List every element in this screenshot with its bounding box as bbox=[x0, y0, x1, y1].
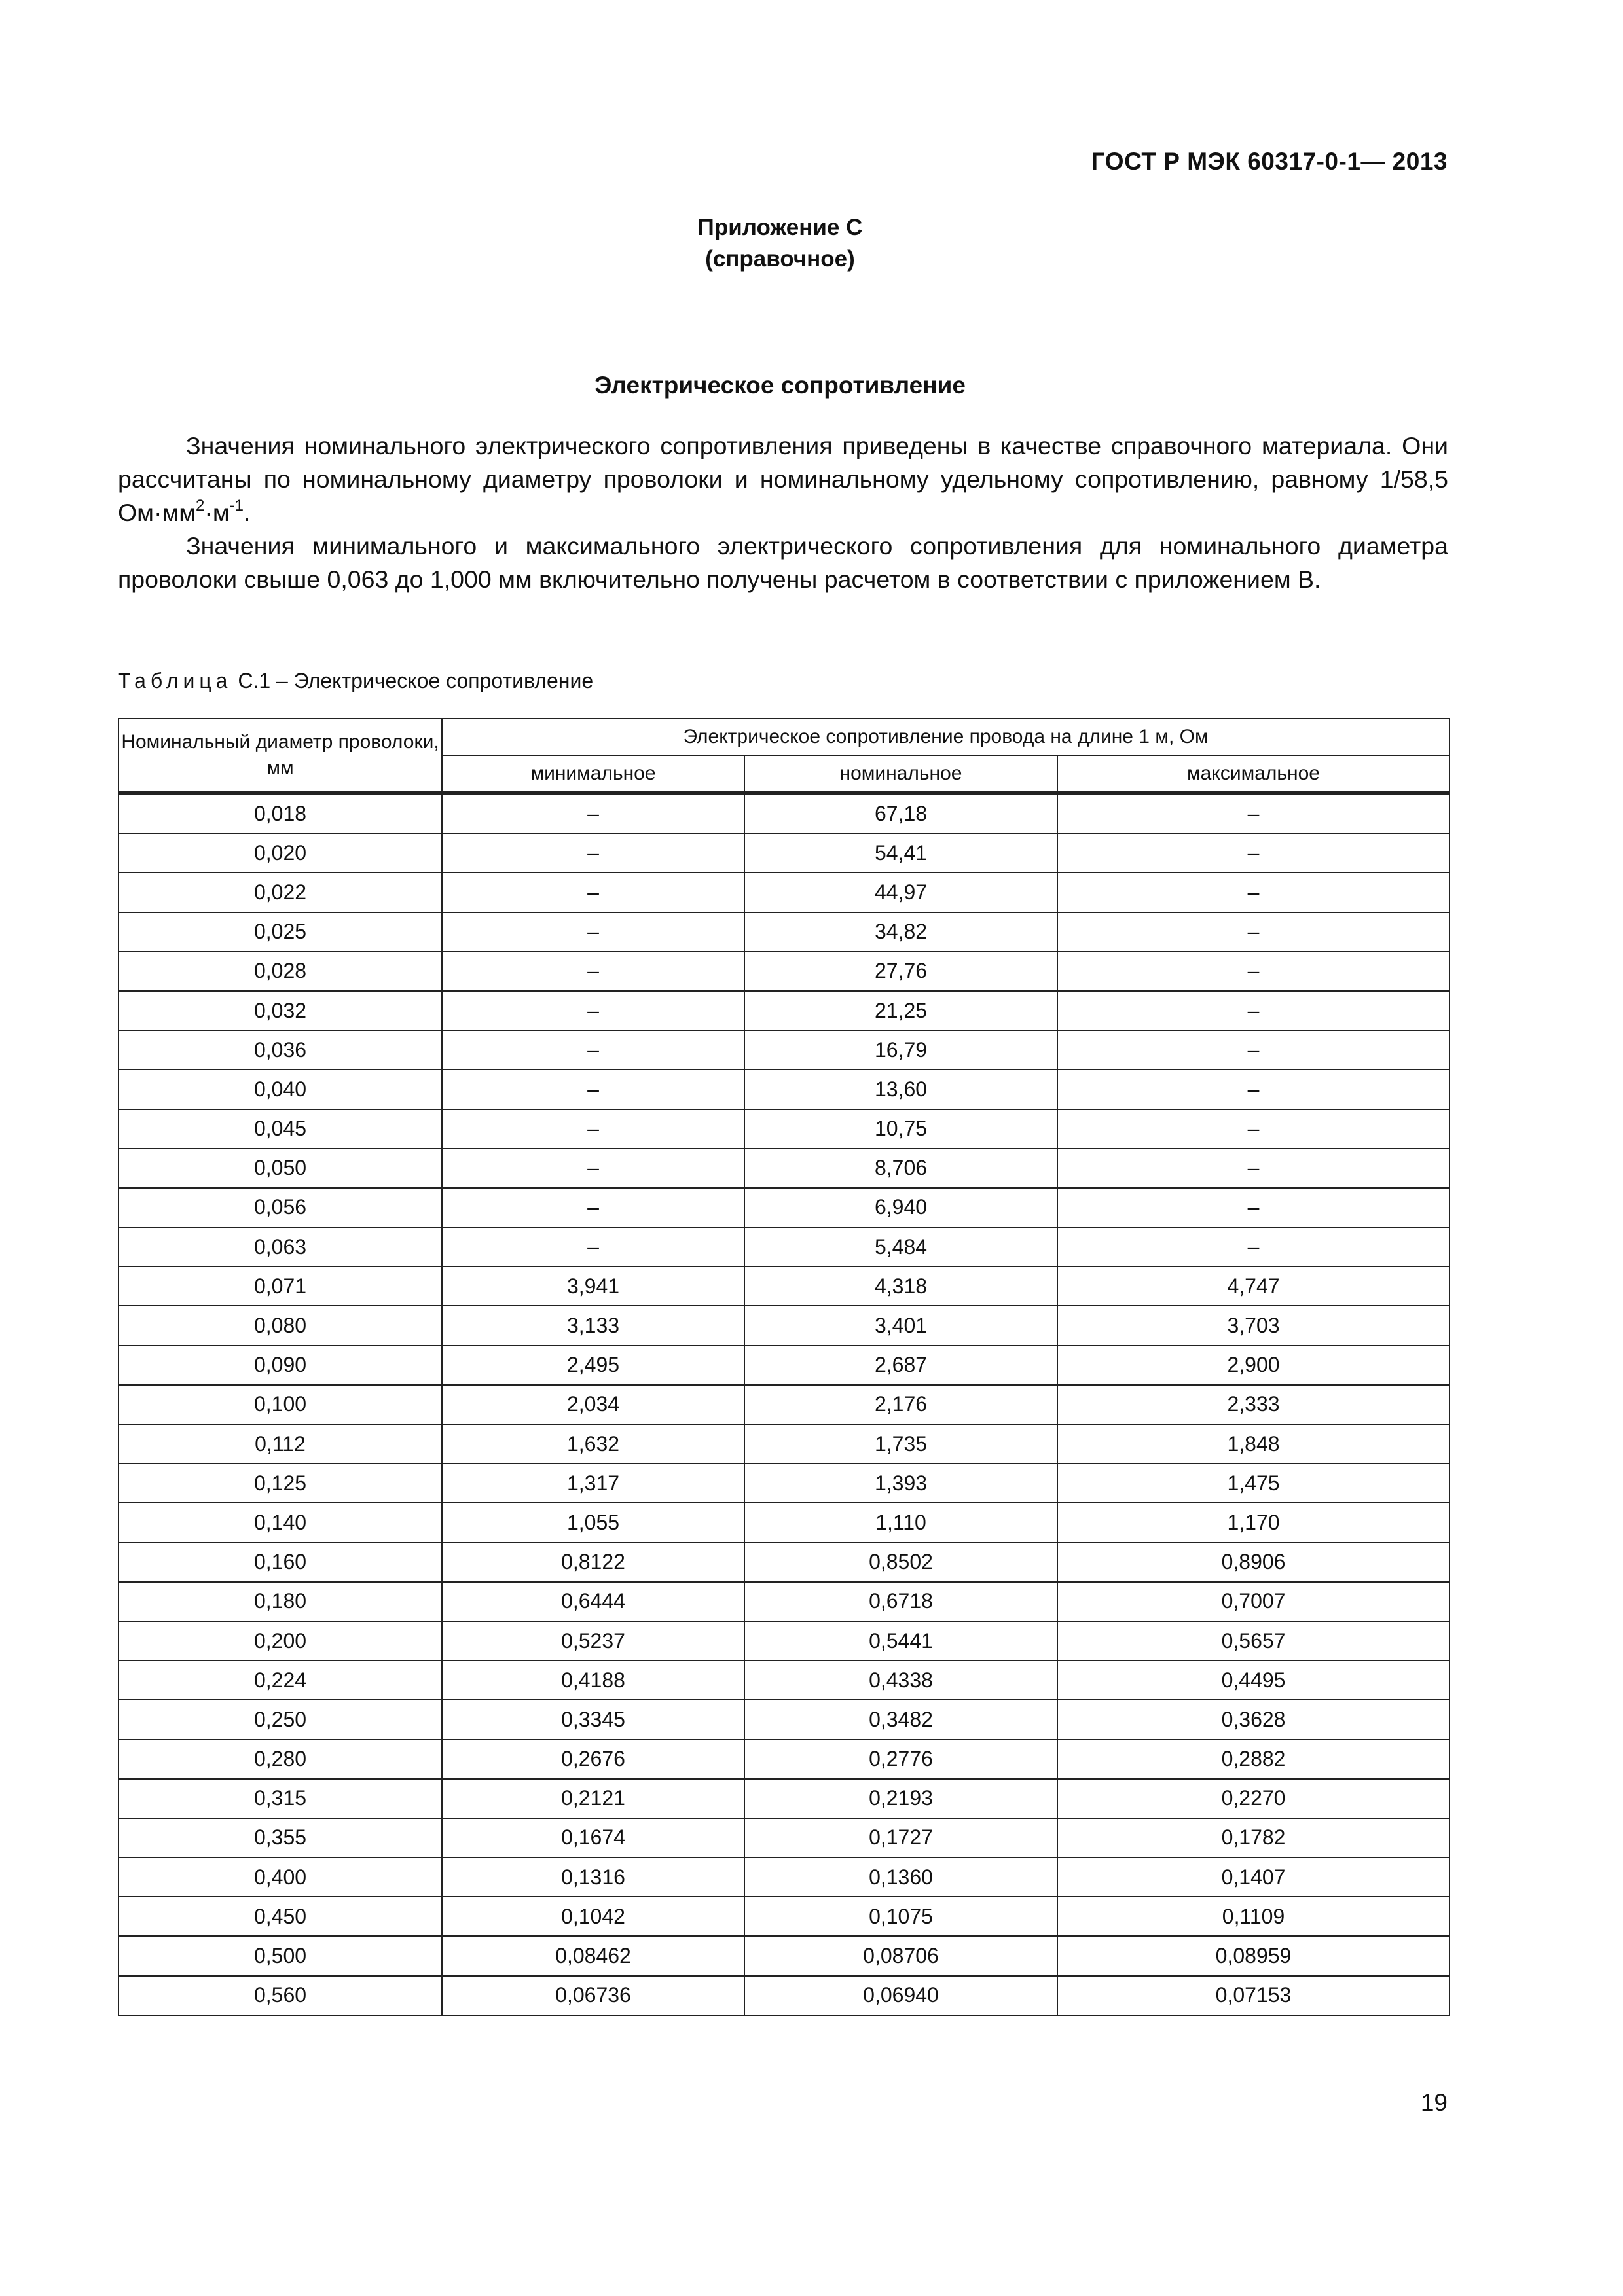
table-row bbox=[119, 1424, 1450, 1463]
annex-title: Приложение С bbox=[697, 215, 863, 240]
cell-minimum: 0,06736 bbox=[442, 1976, 744, 2015]
cell-nominal: 0,4338 bbox=[744, 1660, 1057, 1700]
cell-nominal: 21,25 bbox=[744, 991, 1057, 1030]
cell-nominal: 1,393 bbox=[744, 1463, 1057, 1503]
table-row bbox=[119, 1227, 1450, 1266]
cell-nominal: 0,2193 bbox=[744, 1779, 1057, 1818]
table-row bbox=[119, 1266, 1450, 1306]
table-row bbox=[119, 1897, 1450, 1936]
cell-minimum: – bbox=[442, 793, 744, 834]
cell-diameter: 0,022 bbox=[119, 872, 442, 912]
table-row bbox=[119, 1700, 1450, 1739]
table-row bbox=[119, 1463, 1450, 1503]
cell-minimum: 0,08462 bbox=[442, 1936, 744, 1975]
cell-minimum: – bbox=[442, 872, 744, 912]
cell-diameter: 0,020 bbox=[119, 833, 442, 872]
table-body bbox=[119, 793, 1450, 2015]
cell-minimum: 1,317 bbox=[442, 1463, 744, 1503]
table-caption-prefix: Таблица bbox=[118, 669, 232, 692]
cell-nominal: 2,687 bbox=[744, 1346, 1057, 1385]
table-row bbox=[119, 991, 1450, 1030]
cell-minimum: 0,6444 bbox=[442, 1582, 744, 1621]
table-row bbox=[119, 1857, 1450, 1897]
cell-minimum: – bbox=[442, 1109, 744, 1149]
cell-nominal: 1,110 bbox=[744, 1503, 1057, 1542]
cell-minimum: 0,1042 bbox=[442, 1897, 744, 1936]
cell-maximum: 2,333 bbox=[1057, 1385, 1450, 1424]
cell-minimum: – bbox=[442, 1149, 744, 1188]
cell-nominal: 0,2776 bbox=[744, 1740, 1057, 1779]
table-row bbox=[119, 912, 1450, 952]
cell-nominal: 34,82 bbox=[744, 912, 1057, 952]
cell-diameter: 0,224 bbox=[119, 1660, 442, 1700]
table-row bbox=[119, 1188, 1450, 1227]
cell-minimum: – bbox=[442, 952, 744, 991]
cell-diameter: 0,560 bbox=[119, 1976, 442, 2015]
table-caption bbox=[118, 669, 593, 693]
cell-diameter: 0,040 bbox=[119, 1069, 442, 1109]
section-title: Электрическое сопротивление bbox=[594, 372, 966, 399]
cell-diameter: 0,018 bbox=[119, 793, 442, 834]
cell-maximum: – bbox=[1057, 1188, 1450, 1227]
cell-minimum: 3,133 bbox=[442, 1306, 744, 1345]
cell-nominal: 10,75 bbox=[744, 1109, 1057, 1149]
cell-diameter: 0,400 bbox=[119, 1857, 442, 1897]
cell-minimum: – bbox=[442, 1188, 744, 1227]
cell-nominal: 0,8502 bbox=[744, 1543, 1057, 1582]
cell-maximum: – bbox=[1057, 1109, 1450, 1149]
cell-diameter: 0,315 bbox=[119, 1779, 442, 1818]
cell-maximum: 0,08959 bbox=[1057, 1936, 1450, 1975]
cell-minimum: 3,941 bbox=[442, 1266, 744, 1306]
paragraph-1-end: . bbox=[244, 499, 251, 526]
table-row bbox=[119, 1109, 1450, 1149]
cell-minimum: 0,2676 bbox=[442, 1740, 744, 1779]
cell-maximum: – bbox=[1057, 833, 1450, 872]
table-row bbox=[119, 1976, 1450, 2015]
cell-maximum: 0,3628 bbox=[1057, 1700, 1450, 1739]
cell-maximum: 0,1407 bbox=[1057, 1857, 1450, 1897]
cell-minimum: – bbox=[442, 1030, 744, 1069]
cell-minimum: 0,2121 bbox=[442, 1779, 744, 1818]
cell-diameter: 0,090 bbox=[119, 1346, 442, 1385]
cell-minimum: 0,1674 bbox=[442, 1818, 744, 1857]
cell-diameter: 0,028 bbox=[119, 952, 442, 991]
table-row bbox=[119, 1818, 1450, 1857]
header-resistance-group: Электрическое сопротивление провода на длине 1 м, Ом bbox=[442, 719, 1450, 755]
table-row bbox=[119, 1660, 1450, 1700]
cell-diameter: 0,050 bbox=[119, 1149, 442, 1188]
table-row bbox=[119, 1385, 1450, 1424]
page-number: 19 bbox=[1420, 2089, 1448, 2116]
cell-diameter: 0,280 bbox=[119, 1740, 442, 1779]
cell-nominal: 27,76 bbox=[744, 952, 1057, 991]
cell-maximum: 3,703 bbox=[1057, 1306, 1450, 1345]
cell-nominal: 0,3482 bbox=[744, 1700, 1057, 1739]
cell-maximum: 0,8906 bbox=[1057, 1543, 1450, 1582]
cell-diameter: 0,025 bbox=[119, 912, 442, 952]
cell-minimum: 1,632 bbox=[442, 1424, 744, 1463]
cell-diameter: 0,160 bbox=[119, 1543, 442, 1582]
cell-minimum: – bbox=[442, 1069, 744, 1109]
cell-maximum: – bbox=[1057, 952, 1450, 991]
table-row bbox=[119, 1543, 1450, 1582]
table-row bbox=[119, 793, 1450, 834]
cell-diameter: 0,100 bbox=[119, 1385, 442, 1424]
cell-diameter: 0,500 bbox=[119, 1936, 442, 1975]
table-row bbox=[119, 872, 1450, 912]
cell-maximum: 0,2882 bbox=[1057, 1740, 1450, 1779]
table-row bbox=[119, 1621, 1450, 1660]
table-row bbox=[119, 1740, 1450, 1779]
cell-maximum: 0,4495 bbox=[1057, 1660, 1450, 1700]
cell-minimum: – bbox=[442, 912, 744, 952]
cell-nominal: 1,735 bbox=[744, 1424, 1057, 1463]
cell-diameter: 0,045 bbox=[119, 1109, 442, 1149]
cell-maximum: 2,900 bbox=[1057, 1346, 1450, 1385]
cell-maximum: – bbox=[1057, 1069, 1450, 1109]
cell-maximum: 0,2270 bbox=[1057, 1779, 1450, 1818]
table-row bbox=[119, 1503, 1450, 1542]
header-nominal: номинальное bbox=[744, 755, 1057, 793]
table-row bbox=[119, 1582, 1450, 1621]
annex-note: (справочное) bbox=[705, 246, 855, 272]
table-row bbox=[119, 1149, 1450, 1188]
cell-nominal: 0,1075 bbox=[744, 1897, 1057, 1936]
cell-diameter: 0,140 bbox=[119, 1503, 442, 1542]
cell-maximum: – bbox=[1057, 1227, 1450, 1266]
annex-heading bbox=[0, 212, 1560, 275]
cell-nominal: 5,484 bbox=[744, 1227, 1057, 1266]
paragraph-2: Значения минимального и максимального электрического сопротивления для номинального диаметра проволоки свыше 0,063 до 1,000 мм включительно получены расчетом в соответствии с приложением В. bbox=[118, 532, 1448, 593]
cell-nominal: 0,6718 bbox=[744, 1582, 1057, 1621]
cell-minimum: 0,1316 bbox=[442, 1857, 744, 1897]
cell-maximum: 0,1109 bbox=[1057, 1897, 1450, 1936]
cell-diameter: 0,032 bbox=[119, 991, 442, 1030]
cell-diameter: 0,071 bbox=[119, 1266, 442, 1306]
cell-nominal: 16,79 bbox=[744, 1030, 1057, 1069]
cell-diameter: 0,180 bbox=[119, 1582, 442, 1621]
resistance-table bbox=[118, 718, 1450, 2016]
cell-nominal: 0,1727 bbox=[744, 1818, 1057, 1857]
table-row bbox=[119, 1030, 1450, 1069]
cell-nominal: 13,60 bbox=[744, 1069, 1057, 1109]
cell-nominal: 3,401 bbox=[744, 1306, 1057, 1345]
cell-maximum: 0,7007 bbox=[1057, 1582, 1450, 1621]
cell-nominal: 67,18 bbox=[744, 793, 1057, 834]
cell-minimum: 2,034 bbox=[442, 1385, 744, 1424]
table-row bbox=[119, 1936, 1450, 1975]
cell-diameter: 0,250 bbox=[119, 1700, 442, 1739]
cell-maximum: – bbox=[1057, 793, 1450, 834]
cell-minimum: 0,3345 bbox=[442, 1700, 744, 1739]
cell-nominal: 54,41 bbox=[744, 833, 1057, 872]
cell-nominal: 0,5441 bbox=[744, 1621, 1057, 1660]
cell-maximum: 1,170 bbox=[1057, 1503, 1450, 1542]
cell-maximum: – bbox=[1057, 991, 1450, 1030]
superscript-minus-1: -1 bbox=[229, 497, 244, 514]
table-row bbox=[119, 1069, 1450, 1109]
cell-nominal: 44,97 bbox=[744, 872, 1057, 912]
cell-maximum: 4,747 bbox=[1057, 1266, 1450, 1306]
cell-minimum: 2,495 bbox=[442, 1346, 744, 1385]
cell-minimum: 0,5237 bbox=[442, 1621, 744, 1660]
cell-nominal: 2,176 bbox=[744, 1385, 1057, 1424]
cell-minimum: 0,4188 bbox=[442, 1660, 744, 1700]
cell-maximum: – bbox=[1057, 912, 1450, 952]
cell-minimum: 1,055 bbox=[442, 1503, 744, 1542]
header-diameter: Номинальный диаметр проволоки, мм bbox=[119, 719, 442, 793]
cell-maximum: 0,1782 bbox=[1057, 1818, 1450, 1857]
table-row bbox=[119, 1306, 1450, 1345]
cell-diameter: 0,056 bbox=[119, 1188, 442, 1227]
paragraph-1 bbox=[118, 429, 1448, 529]
body-text bbox=[118, 429, 1448, 596]
cell-minimum: – bbox=[442, 1227, 744, 1266]
cell-maximum: 1,848 bbox=[1057, 1424, 1450, 1463]
header-maximum: максимальное bbox=[1057, 755, 1450, 793]
document-code: ГОСТ Р МЭК 60317-0-1— 2013 bbox=[1091, 148, 1448, 175]
cell-nominal: 8,706 bbox=[744, 1149, 1057, 1188]
cell-minimum: – bbox=[442, 833, 744, 872]
cell-maximum: – bbox=[1057, 872, 1450, 912]
cell-nominal: 4,318 bbox=[744, 1266, 1057, 1306]
paragraph-1-unit: ·м bbox=[204, 499, 230, 526]
cell-nominal: 6,940 bbox=[744, 1188, 1057, 1227]
cell-diameter: 0,355 bbox=[119, 1818, 442, 1857]
paragraph-1-text: Значения номинального электрического сопротивления приведены в качестве справочного материала. Они рассчитаны по номинальному диаметру проволоки и номинальному удельному сопротивлению, равному 1/58,5 Ом·мм bbox=[118, 432, 1448, 526]
cell-maximum: 0,07153 bbox=[1057, 1976, 1450, 2015]
table-row bbox=[119, 1346, 1450, 1385]
header-minimum: минимальное bbox=[442, 755, 744, 793]
cell-minimum: 0,8122 bbox=[442, 1543, 744, 1582]
cell-nominal: 0,06940 bbox=[744, 1976, 1057, 2015]
superscript-2: 2 bbox=[196, 497, 205, 514]
cell-maximum: – bbox=[1057, 1149, 1450, 1188]
cell-nominal: 0,1360 bbox=[744, 1857, 1057, 1897]
cell-diameter: 0,112 bbox=[119, 1424, 442, 1463]
cell-diameter: 0,080 bbox=[119, 1306, 442, 1345]
table-caption-rest: С.1 – Электрическое сопротивление bbox=[232, 669, 594, 692]
cell-maximum: 1,475 bbox=[1057, 1463, 1450, 1503]
cell-diameter: 0,200 bbox=[119, 1621, 442, 1660]
cell-diameter: 0,450 bbox=[119, 1897, 442, 1936]
table-row bbox=[119, 952, 1450, 991]
table-row bbox=[119, 1779, 1450, 1818]
table-row bbox=[119, 833, 1450, 872]
cell-diameter: 0,036 bbox=[119, 1030, 442, 1069]
cell-maximum: 0,5657 bbox=[1057, 1621, 1450, 1660]
cell-diameter: 0,063 bbox=[119, 1227, 442, 1266]
cell-nominal: 0,08706 bbox=[744, 1936, 1057, 1975]
cell-diameter: 0,125 bbox=[119, 1463, 442, 1503]
cell-minimum: – bbox=[442, 991, 744, 1030]
cell-maximum: – bbox=[1057, 1030, 1450, 1069]
